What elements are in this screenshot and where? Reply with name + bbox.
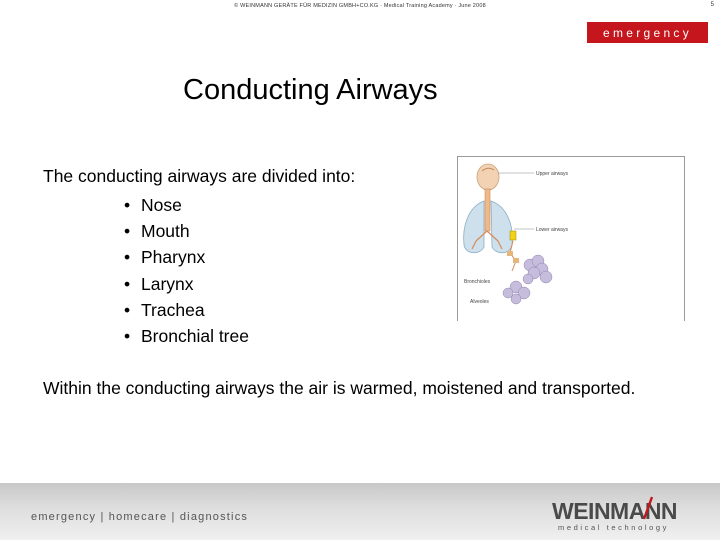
list-item: • Bronchial tree	[124, 323, 249, 349]
list-item: • Trachea	[124, 297, 249, 323]
airways-diagram	[457, 156, 685, 321]
header-copyright: © WEINMANN GERÄTE FÜR MEDIZIN GMBH+CO.KG · Medical Training Academy · June 2008	[234, 3, 486, 9]
airways-illustration	[458, 157, 684, 321]
list-item: • Larynx	[124, 271, 249, 297]
trachea-shape	[485, 189, 490, 231]
logo-subtitle: medical technology	[558, 523, 670, 532]
list-item: • Pharynx	[124, 244, 249, 270]
footer-tagline: emergency | homecare | diagnostics	[31, 511, 249, 523]
label-alveoles: Alveoles	[470, 299, 489, 305]
label-bronchioles: Bronchioles	[464, 279, 491, 285]
summary-text: Within the conducting airways the air is warmed, moistened and transported.	[43, 378, 636, 398]
footer-bar	[0, 483, 720, 540]
label-upper-airways: Upper airways	[536, 171, 568, 177]
slide-title: Conducting Airways	[183, 74, 438, 106]
intro-text: The conducting airways are divided into:	[43, 166, 356, 186]
bronchiole-segment	[513, 258, 519, 263]
list-item: • Mouth	[124, 218, 249, 244]
bronchiole-segment	[507, 251, 513, 256]
highlight-marker	[510, 231, 516, 240]
airway-list	[124, 192, 249, 349]
weinmann-logo	[552, 493, 702, 533]
right-lung-shape	[491, 201, 512, 253]
label-lower-airways: Lower airways	[536, 227, 568, 233]
emergency-badge: emergency	[587, 22, 708, 43]
list-item: • Nose	[124, 192, 249, 218]
logo-wordmark: WEINMANN	[552, 498, 678, 524]
page-number: 5	[710, 2, 714, 8]
alveoli-cluster	[503, 255, 552, 304]
